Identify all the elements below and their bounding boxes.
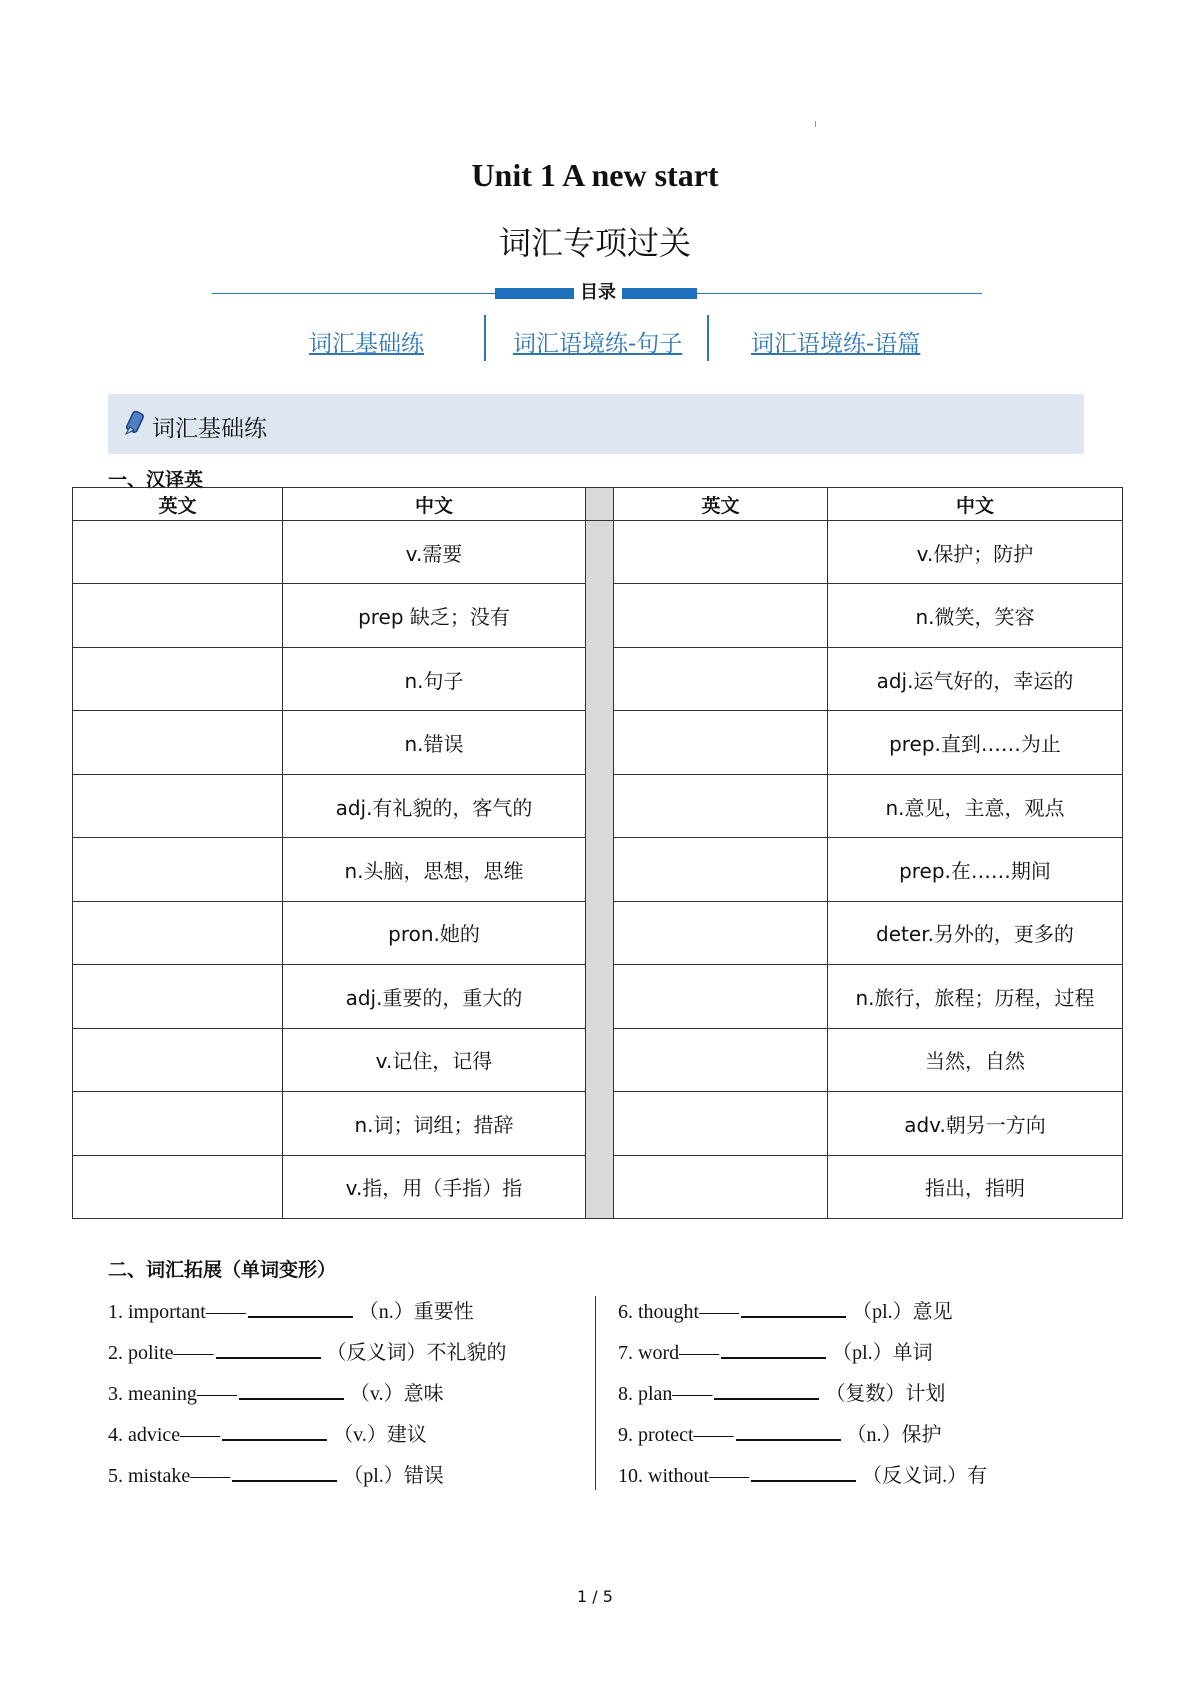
toc-link-sentence[interactable]: 词汇语境练-句子 [513, 331, 683, 357]
answer-cell[interactable] [73, 1092, 283, 1155]
exercise-hint: （pl.）意见 [852, 1301, 953, 1323]
table-row [73, 521, 1123, 584]
exercise-item [618, 1418, 987, 1459]
exercise-word: 4. advice—— [108, 1424, 221, 1446]
cn-cell: v.记住，记得 [283, 1028, 586, 1091]
exercise-column-left [108, 1295, 507, 1500]
answer-cell[interactable] [73, 901, 283, 964]
page-corner-mark [815, 121, 816, 127]
answer-cell[interactable] [614, 1028, 828, 1091]
answer-cell[interactable] [73, 647, 283, 710]
cn-cell: n.头脑，思想，思维 [283, 838, 586, 901]
cn-cell: v.指，用（手指）指 [283, 1155, 586, 1218]
cn-cell: 当然，自然 [828, 1028, 1123, 1091]
exercise-item [618, 1295, 987, 1336]
cn-cell: pron.她的 [283, 901, 586, 964]
exercise-hint: （v.）建议 [333, 1424, 427, 1446]
answer-blank[interactable] [721, 1339, 826, 1359]
answer-cell[interactable] [614, 647, 828, 710]
page-number: 1 / 5 [577, 1587, 613, 1606]
col-header-cn: 中文 [828, 488, 1123, 521]
vocab-table [72, 487, 1123, 1219]
exercise-item [618, 1377, 987, 1418]
cn-cell: v.保护；防护 [828, 521, 1123, 584]
section-header [108, 394, 1084, 454]
exercise-hint: （n.）保护 [846, 1424, 942, 1446]
answer-blank[interactable] [232, 1462, 337, 1482]
exercise-hint: （反义词）不礼貌的 [326, 1342, 507, 1364]
exercise-word: 5. mistake—— [108, 1465, 231, 1487]
cn-cell: prep.在……期间 [828, 838, 1123, 901]
cn-cell: 指出，指明 [828, 1155, 1123, 1218]
part1-heading: 一、汉译英 [108, 469, 204, 491]
exercise-word: 9. protect—— [618, 1424, 734, 1446]
answer-blank[interactable] [222, 1421, 327, 1441]
answer-cell[interactable] [614, 584, 828, 647]
answer-blank[interactable] [216, 1339, 321, 1359]
answer-cell[interactable] [73, 584, 283, 647]
exercise-item [108, 1336, 507, 1377]
cn-cell: n.错误 [283, 711, 586, 774]
cn-cell: v.需要 [283, 521, 586, 584]
section-title: 词汇基础练 [152, 416, 267, 442]
cn-cell: adv.朝另一方向 [828, 1092, 1123, 1155]
exercise-word: 7. word—— [618, 1342, 720, 1364]
exercise-hint: （n.）重要性 [358, 1301, 474, 1323]
part2-heading: 二、词汇拓展（单词变形） [108, 1259, 337, 1281]
toc-link-passage[interactable]: 词汇语境练-语篇 [751, 331, 921, 357]
exercise-word: 8. plan—— [618, 1383, 713, 1405]
exercise-word: 3. meaning—— [108, 1383, 237, 1405]
cn-cell: adj.有礼貌的，客气的 [283, 774, 586, 837]
answer-blank[interactable] [714, 1380, 819, 1400]
answer-cell[interactable] [614, 965, 828, 1028]
answer-cell[interactable] [614, 1155, 828, 1218]
cn-cell: n.句子 [283, 647, 586, 710]
exercise-item [618, 1459, 987, 1500]
toc-link-basic[interactable]: 词汇基础练 [309, 331, 424, 357]
cn-cell: prep.直到……为止 [828, 711, 1123, 774]
cn-cell: n.词；词组；措辞 [283, 1092, 586, 1155]
exercise-divider [595, 1296, 596, 1490]
exercise-word: 6. thought—— [618, 1301, 740, 1323]
exercise-hint: （反义词.）有 [862, 1465, 988, 1487]
exercise-hint: （pl.）单词 [832, 1342, 933, 1364]
table-gap [586, 521, 614, 1219]
exercise-item [108, 1459, 507, 1500]
exercise-word: 1. important—— [108, 1301, 246, 1323]
page-subtitle: 词汇专项过关 [498, 224, 691, 262]
table-gap [586, 488, 614, 521]
exercise-item [108, 1418, 507, 1459]
exercise-hint: （pl.）错误 [343, 1465, 444, 1487]
toc-separator [707, 315, 709, 361]
answer-cell[interactable] [614, 901, 828, 964]
col-header-en: 英文 [614, 488, 828, 521]
answer-blank[interactable] [736, 1421, 841, 1441]
answer-cell[interactable] [73, 965, 283, 1028]
answer-blank[interactable] [741, 1298, 846, 1318]
col-header-en: 英文 [73, 488, 283, 521]
answer-blank[interactable] [248, 1298, 353, 1318]
cn-cell: n.意见，主意，观点 [828, 774, 1123, 837]
exercise-hint: （v.）意味 [349, 1383, 444, 1405]
answer-cell[interactable] [73, 774, 283, 837]
cn-cell: prep 缺乏；没有 [283, 584, 586, 647]
exercise-hint: （复数）计划 [825, 1383, 946, 1405]
answer-cell[interactable] [614, 711, 828, 774]
answer-cell[interactable] [614, 838, 828, 901]
exercise-item [108, 1295, 507, 1336]
answer-blank[interactable] [239, 1380, 344, 1400]
answer-blank[interactable] [751, 1462, 856, 1482]
cn-cell: adj.运气好的，幸运的 [828, 647, 1123, 710]
answer-cell[interactable] [73, 1028, 283, 1091]
cn-cell: deter.另外的，更多的 [828, 901, 1123, 964]
toc-label: 目录 [574, 279, 622, 307]
answer-cell[interactable] [73, 838, 283, 901]
col-header-cn: 中文 [283, 488, 586, 521]
cn-cell: n.旅行，旅程；历程，过程 [828, 965, 1123, 1028]
answer-cell[interactable] [73, 1155, 283, 1218]
answer-cell[interactable] [614, 521, 828, 584]
answer-cell[interactable] [614, 1092, 828, 1155]
exercise-item [108, 1377, 507, 1418]
toc-links [0, 315, 1190, 365]
pencil-icon [122, 410, 148, 438]
answer-cell[interactable] [73, 711, 283, 774]
answer-cell[interactable] [73, 521, 283, 584]
exercise-word: 10. without—— [618, 1465, 750, 1487]
exercise-word: 2. polite—— [108, 1342, 214, 1364]
cn-cell: n.微笑，笑容 [828, 584, 1123, 647]
toc-separator [484, 315, 486, 361]
page-title: Unit 1 A new start [471, 157, 719, 193]
exercise-item [618, 1336, 987, 1377]
cn-cell: adj.重要的，重大的 [283, 965, 586, 1028]
exercise-column-right [618, 1295, 987, 1500]
answer-cell[interactable] [614, 774, 828, 837]
